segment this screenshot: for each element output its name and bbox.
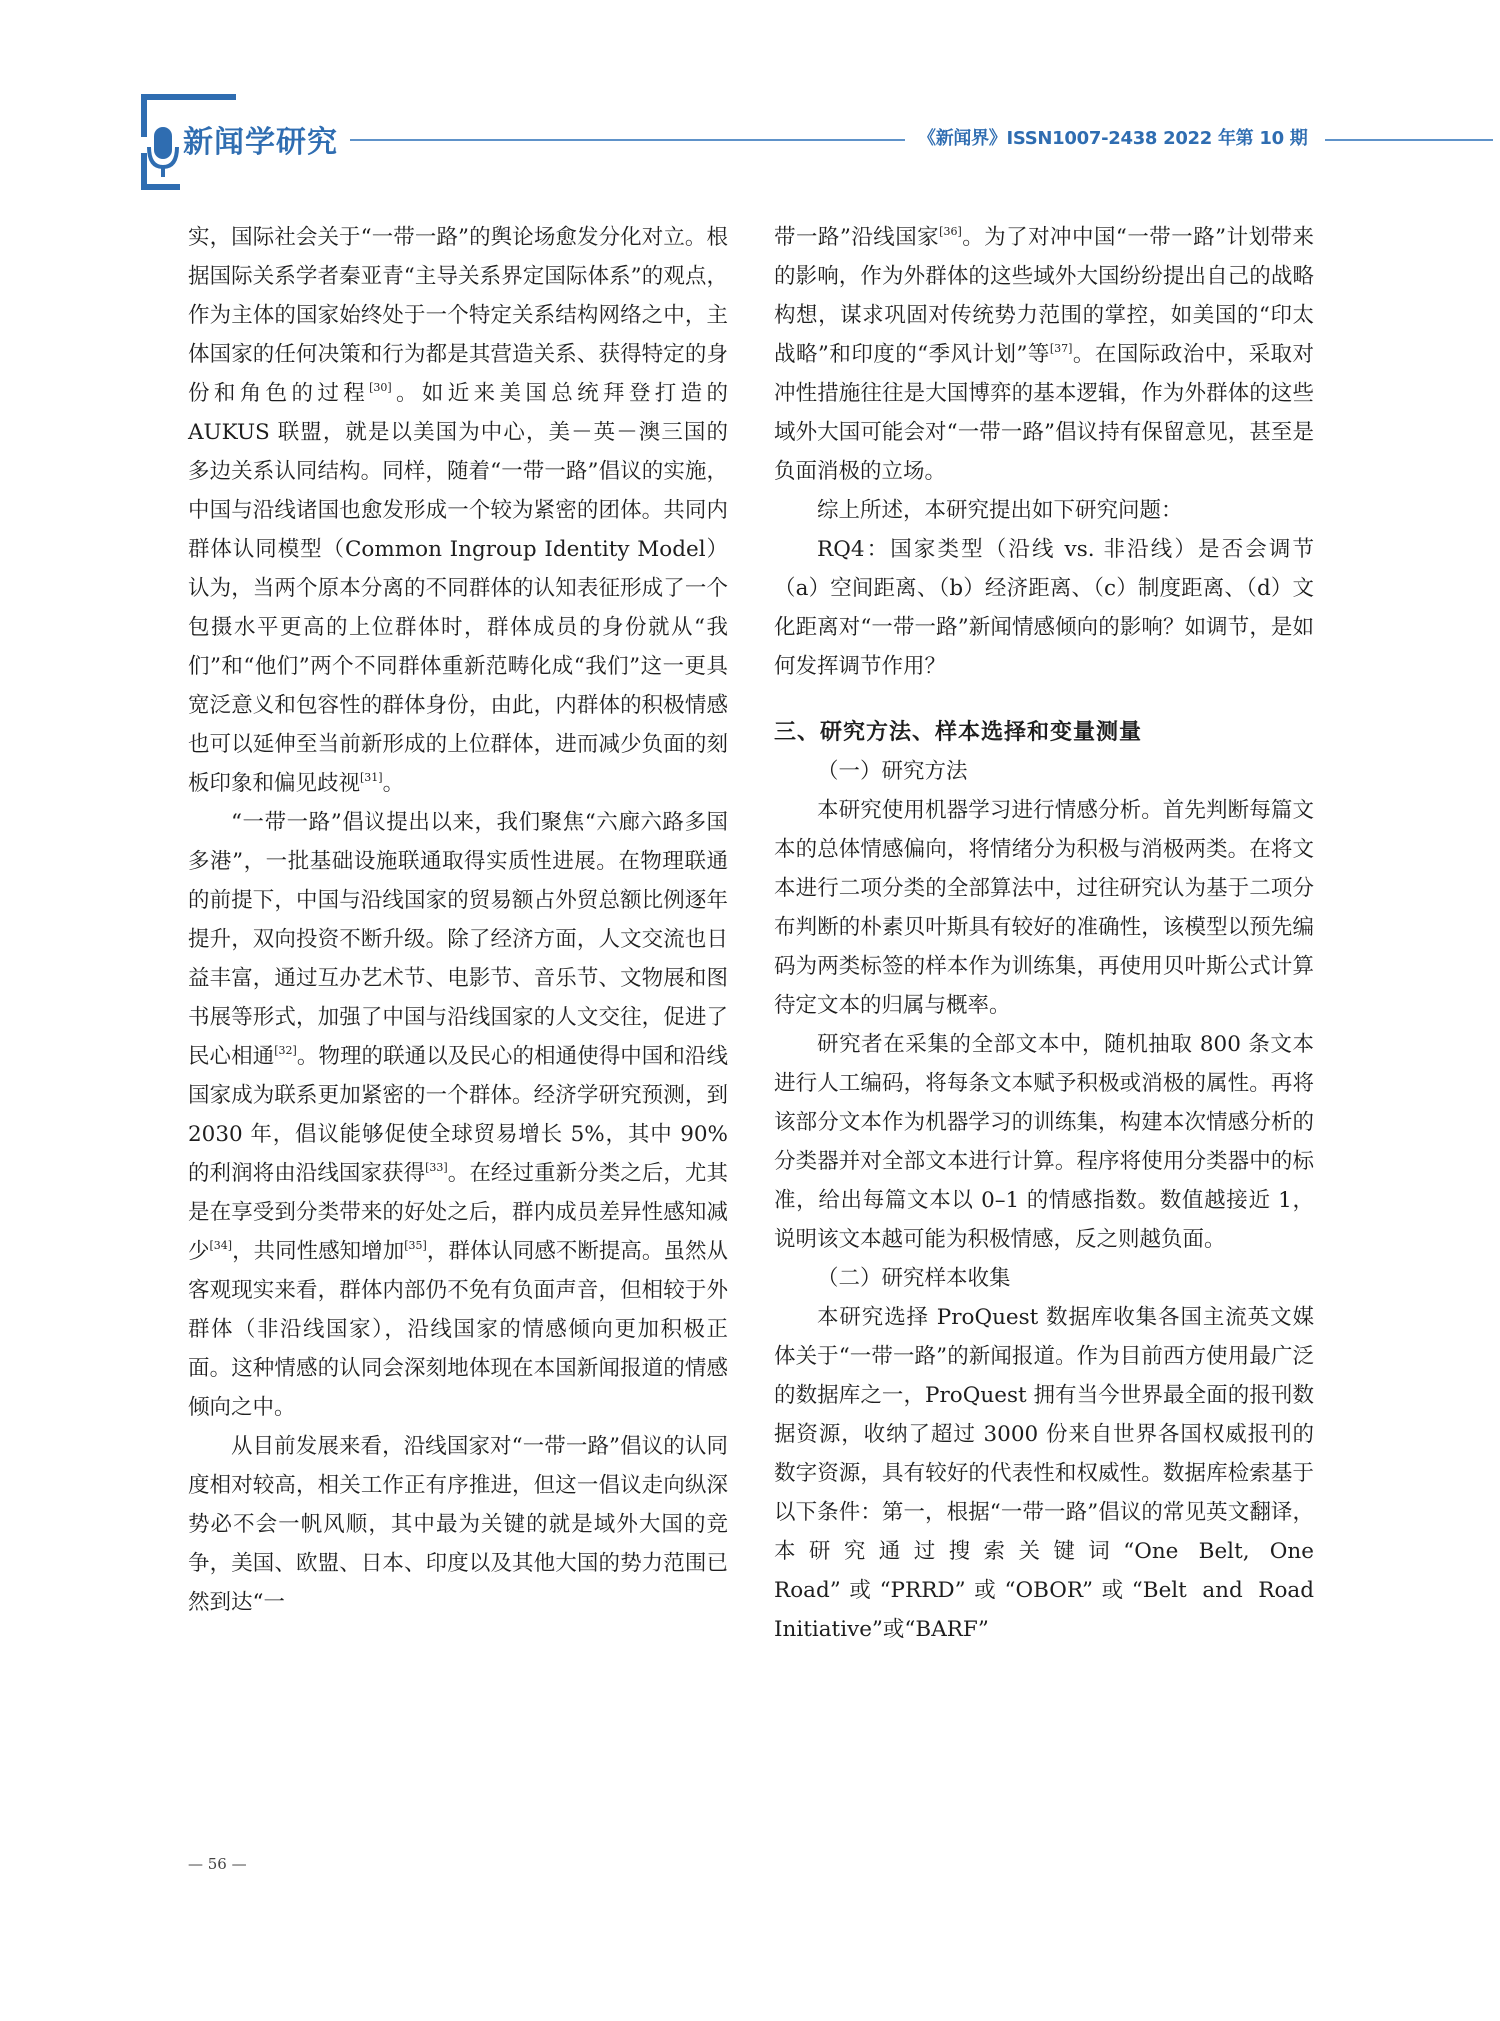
paragraph: 综上所述，本研究提出如下研究问题： [817,498,1183,523]
paragraph: “一带一路”倡议提出以来，我们聚焦“六廊六路多国多港”，一批基础设施联通取得实质性进展。在物理联通的前提下，中国与沿线国家的贸易额占外贸总额比例逐年提升，双向投资不断升级。除了经济方面，人文交流也日益丰富，通过互办艺术节、电影节、音乐节、文物展和图书展等形式，加强了中国与沿线国家的人文交往，促进了民心相通[32]。物理的联通以及民心的相通使得中国和沿线国家成为联系更加紧密的一个群体。经济学研究预测，到 2030 年，倡议能够促使全球贸易增长 5%，其中 90%的利润将由沿线国家获得[33]。在经过重新分类之后，尤其是在享受到分类带来的好处之后，群内成员差异性感知减少[34]，共同性感知增加[35]，群体认同感不断提高。虽然从客观现实来看，群体内部仍不免有负面声音，但相较于外群体（非沿线国家），沿线国家的情感倾向更加积极正面。这种情感的认同会深刻地体现在本国新闻报道的情感倾向之中。 [188,810,728,1420]
paragraph: 从目前发展来看，沿线国家对“一带一路”倡议的认同度相对较高，相关工作正有序推进，但这一倡议走向纵深势必不会一帆风顺，其中最为关键的就是域外大国的竞争，美国、欧盟、日本、印度以及其他大国的势力范围已然到达“一 [188,1434,728,1615]
paragraph: 本研究选择 ProQuest 数据库收集各国主流英文媒体关于“一带一路”的新闻报道。作为目前西方使用最广泛的数据库之一，ProQuest 拥有当今世界最全面的报刊数据资源，收纳了超过 3000 份来自世界各国权威报刊的数字资源，具有较好的代表性和权威性。数据库检索基于以下条件：第一，根据“一带一路”倡议的常见英文翻译，本研究通过搜索关键词“One Belt, One Road”或“PRRD”或“OBOR”或“Belt and Road Initiative”或“BARF” [774,1305,1314,1642]
header-rule-left [350,139,905,141]
citation-ref: [32] [274,1044,297,1057]
citation-ref: [35] [404,1239,427,1252]
header-rule-right [1325,139,1493,141]
citation-ref: [34] [209,1239,233,1252]
paragraph: 研究者在采集的全部文本中，随机抽取 800 条文本进行人工编码，将每条文本赋予积极或消极的属性。再将该部分文本作为机器学习的训练集，构建本次情感分析的分类器并对全部文本进行计算。程序将使用分类器中的标准，给出每篇文本以 0–1 的情感指数。数值越接近 1，说明该文本越可能为积极情感，反之则越负面。 [774,1032,1314,1252]
research-question: RQ4：国家类型（沿线 vs. 非沿线）是否会调节（a）空间距离、（b）经济距离、（c）制度距离、（d）文化距离对“一带一路”新闻情感倾向的影响？如调节，是如何发挥调节作用？ [774,537,1314,679]
citation-ref: [33] [425,1161,448,1174]
subsection-heading: （一）研究方法 [817,759,968,784]
paragraph: 实，国际社会关于“一带一路”的舆论场愈发分化对立。根据国际关系学者秦亚青“主导关系界定国际体系”的观点，作为主体的国家始终处于一个特定关系结构网络之中，主体国家的任何决策和行为都是其营造关系、获得特定的身份和角色的过程[30]。如近来美国总统拜登打造的 AUKUS 联盟，就是以美国为中心，美－英－澳三国的多边关系认同结构。同样，随着“一带一路”倡议的实施，中国与沿线诸国也愈发形成一个较为紧密的团体。共同内群体认同模型（Common Ingroup Identity Model）认为，当两个原本分离的不同群体的认知表征形成了一个包摄水平更高的上位群体时，群体成员的身份就从“我们”和“他们”两个不同群体重新范畴化成“我们”这一更具宽泛意义和包容性的群体身份，由此，内群体的积极情感也可以延伸至当前新形成的上位群体，进而减少负面的刻板印象和偏见歧视[31]。 [188,225,728,796]
left-column [188,218,728,1622]
paragraph: 带一路”沿线国家[36]。为了对冲中国“一带一路”计划带来的影响，作为外群体的这些域外大国纷纷提出自己的战略构想，谋求巩固对传统势力范围的掌控，如美国的“印太战略”和印度的“季风计划”等[37]。在国际政治中，采取对冲性措施往往是大国博弈的基本逻辑，作为外群体的这些域外大国可能会对“一带一路”倡议持有保留意见，甚至是负面消极的立场。 [774,225,1314,484]
right-column [774,218,1314,1649]
section-heading: 三、研究方法、样本选择和变量测量 [774,720,1143,745]
citation-ref: [37] [1049,342,1073,355]
subsection-heading: （二）研究样本收集 [817,1266,1011,1291]
journal-issue-info: 《新闻界》ISSN1007-2438 2022 年第 10 期 [918,128,1308,149]
journal-section-title: 新闻学研究 [183,125,338,160]
paragraph: 本研究使用机器学习进行情感分析。首先判断每篇文本的总体情感偏向，将情绪分为积极与消极两类。在将文本进行二项分类的全部算法中，过往研究认为基于二项分布判断的朴素贝叶斯具有较好的准确性，该模型以预先编码为两类标签的样本作为训练集，再使用贝叶斯公式计算待定文本的归属与概率。 [774,798,1314,1018]
citation-ref: [36] [939,225,962,238]
citation-ref: [30] [369,381,392,394]
page-number: — 56 — [188,1855,247,1873]
citation-ref: [31] [360,771,383,784]
page-header [0,0,1500,200]
